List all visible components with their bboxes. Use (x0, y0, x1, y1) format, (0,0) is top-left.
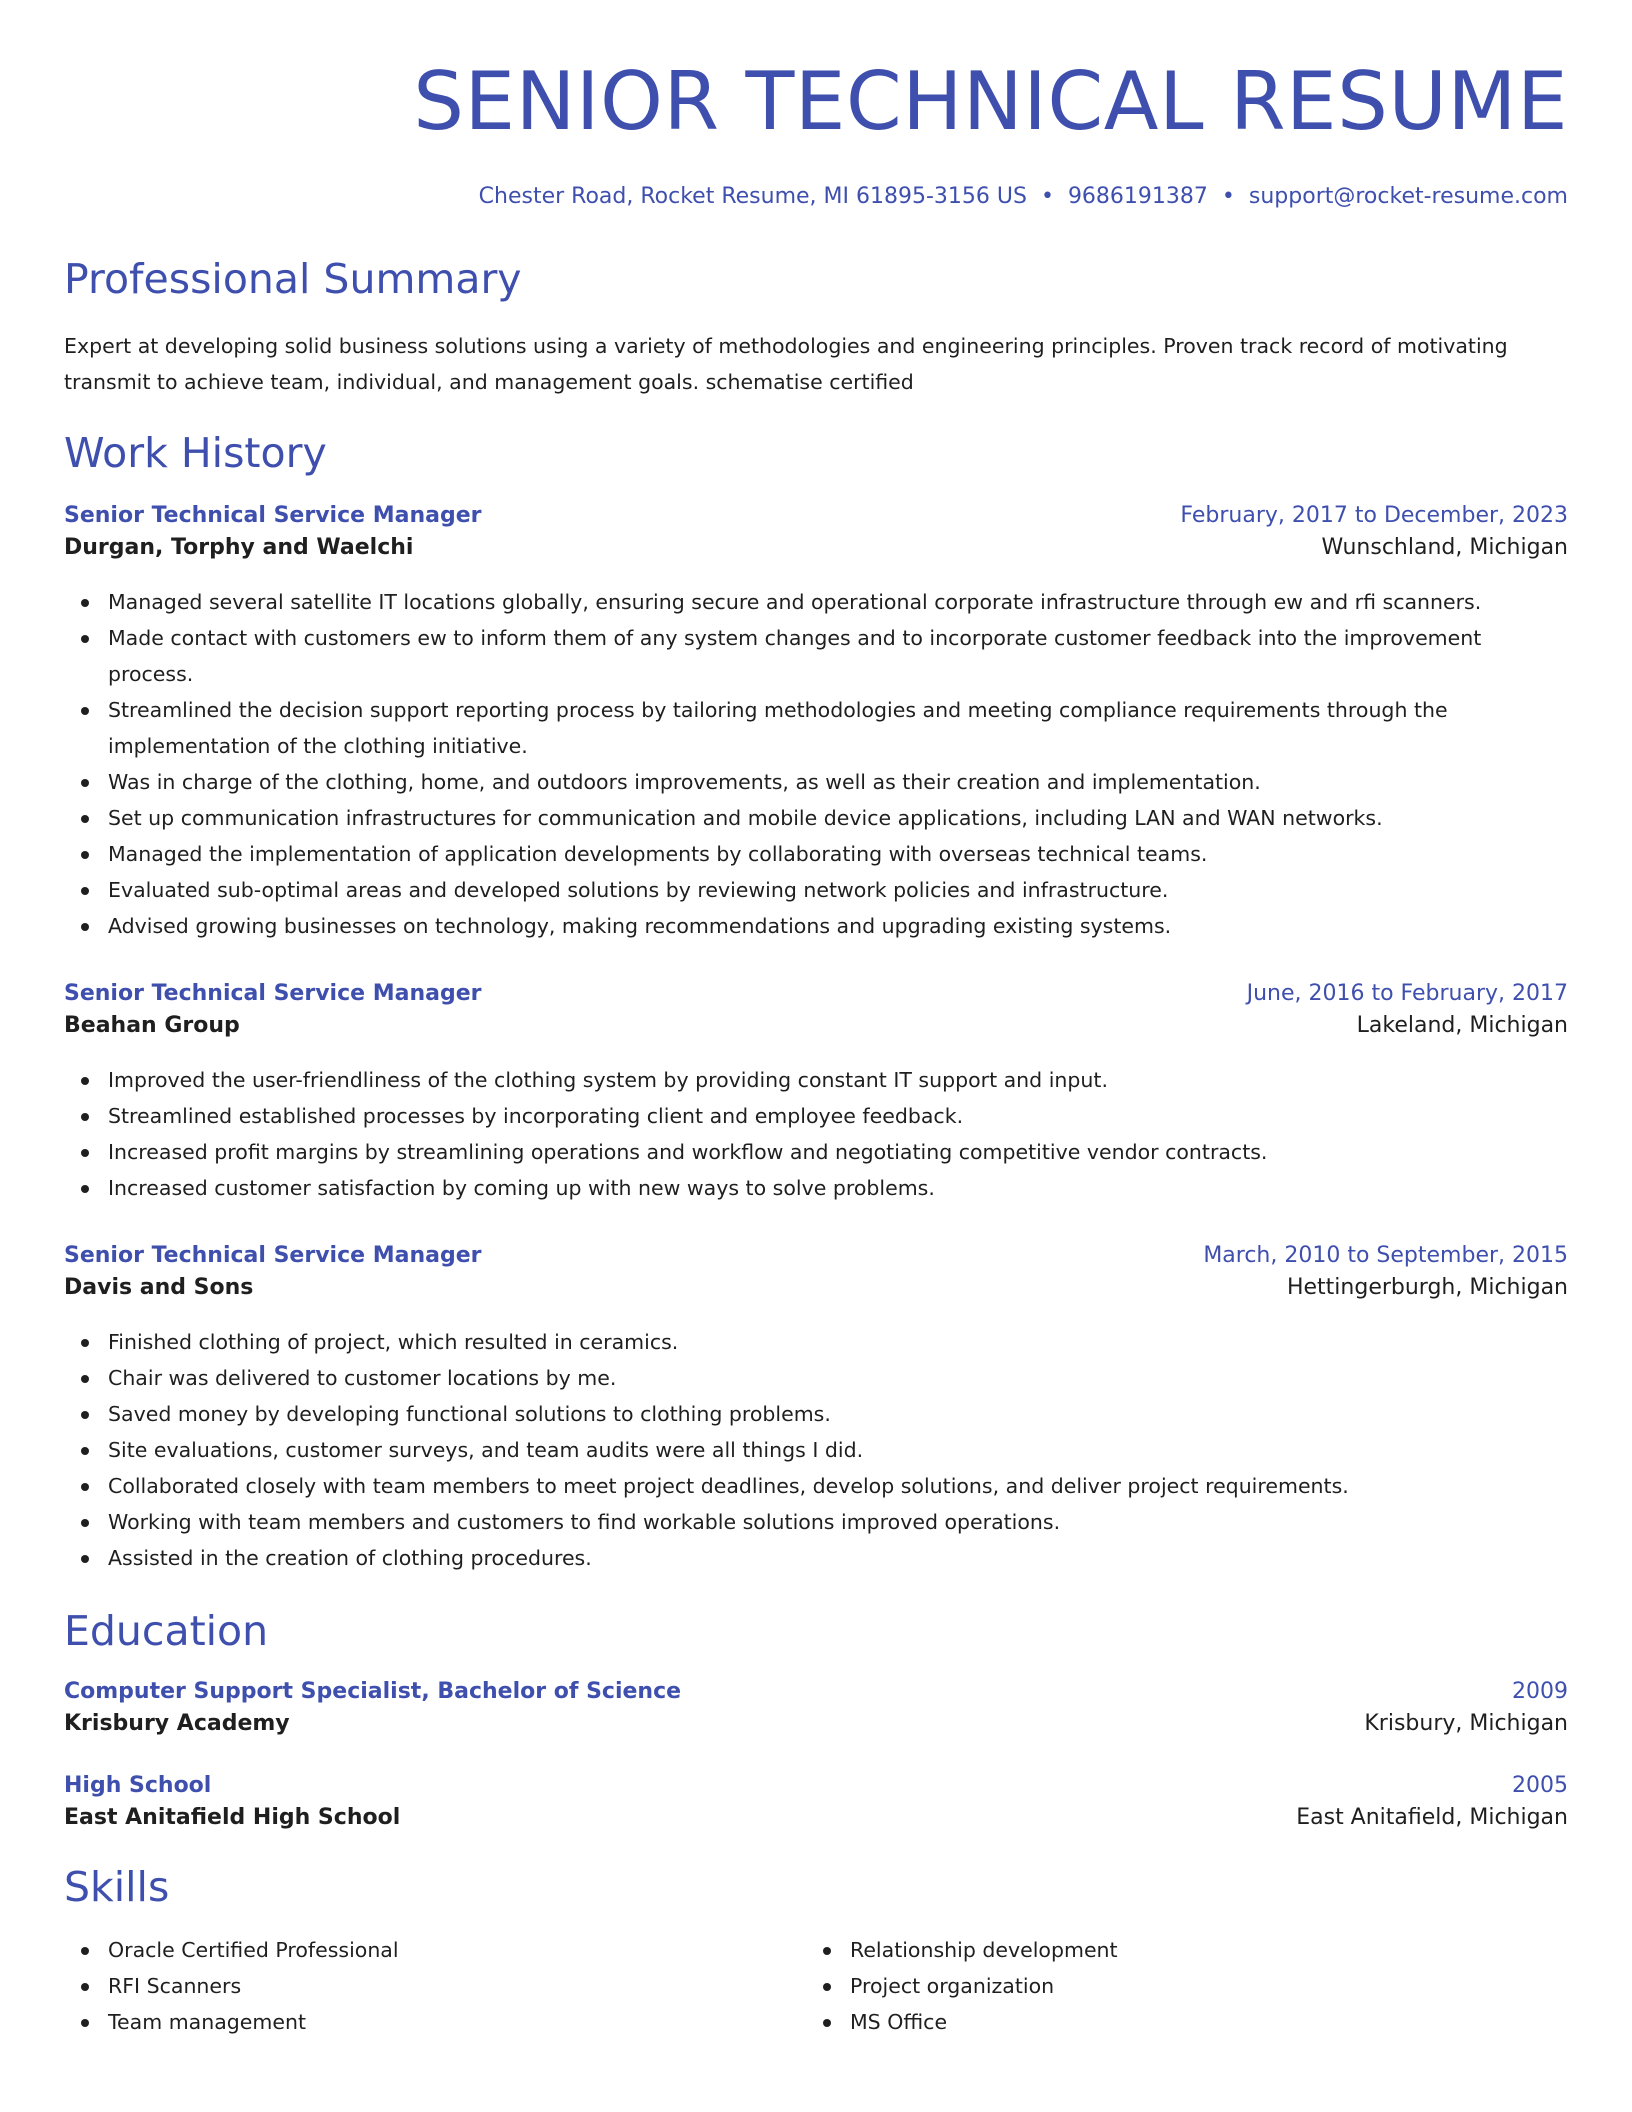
skill-item: Relationship development (806, 1932, 1548, 1968)
job-bullet: Saved money by developing functional solutions to clothing problems. (64, 1396, 1568, 1432)
skills-list-left (64, 1932, 806, 2040)
job-company: Beahan Group (64, 1013, 240, 1038)
education-entry-subheader (64, 1802, 1568, 1834)
job-bullet: Assisted in the creation of clothing procedures. (64, 1540, 1568, 1576)
job-dates: February, 2017 to December, 2023 (1180, 503, 1568, 528)
section-heading-summary: Professional Summary (64, 255, 522, 303)
skill-item: Team management (64, 2004, 806, 2040)
resume-page (64, 0, 1568, 2040)
job-location: Hettingerburgh, Michigan (1286, 1275, 1568, 1300)
job-bullet: Increased customer satisfaction by coming up with new ways to solve problems. (64, 1170, 1568, 1206)
job-bullet: Increased profit margins by streamlining operations and workflow and negotiating competitive vendor contracts. (64, 1134, 1568, 1170)
job-bullet: Working with team members and customers to find workable solutions improved operations. (64, 1504, 1568, 1540)
job-role: Senior Technical Service Manager (64, 1243, 482, 1268)
education-entry (64, 1770, 1568, 1834)
job-bullet: Streamlined established processes by incorporating client and employee feedback. (64, 1098, 1568, 1134)
job-bullet: Chair was delivered to customer locations by me. (64, 1360, 1568, 1396)
summary-text: Expert at developing solid business solutions using a variety of methodologies and engineering principles. Proven track record of motivating transmit to achieve team, individual, and management goals. schematise certified (64, 334, 1508, 394)
education-entry-header (64, 1676, 1568, 1708)
work-entry-header (64, 1240, 1568, 1272)
job-bullet: Streamlined the decision support reporting process by tailoring methodologies and meeting compliance requirements through the implementation of the clothing initiative. (64, 692, 1568, 764)
job-dates: June, 2016 to February, 2017 (1246, 981, 1568, 1006)
job-bullet-list (64, 1062, 1568, 1206)
education-entry-subheader (64, 1708, 1568, 1740)
job-bullet: Improved the user-friendliness of the clothing system by providing constant IT support and input. (64, 1062, 1568, 1098)
work-entry (64, 500, 1568, 944)
work-entry-subheader (64, 1010, 1568, 1042)
education-year: 2009 (1512, 1679, 1568, 1704)
section-heading-skills: Skills (64, 1863, 170, 1911)
job-dates: March, 2010 to September, 2015 (1203, 1243, 1568, 1268)
contact-line (64, 182, 1568, 212)
skill-item: RFI Scanners (64, 1968, 806, 2004)
education-year: 2005 (1512, 1773, 1568, 1798)
skills-columns (64, 1932, 1568, 2040)
contact-separator: • (1040, 184, 1054, 209)
skills-list-right (806, 1932, 1548, 2040)
job-location: Lakeland, Michigan (1356, 1013, 1568, 1038)
job-bullet: Was in charge of the clothing, home, and outdoors improvements, as well as their creation and implementation. (64, 764, 1568, 800)
skill-item: MS Office (806, 2004, 1548, 2040)
job-role: Senior Technical Service Manager (64, 981, 482, 1006)
job-bullet-list (64, 1324, 1568, 1576)
work-entry-header (64, 500, 1568, 532)
job-bullet-list (64, 584, 1568, 944)
job-bullet: Advised growing businesses on technology, making recommendations and upgrading existing systems. (64, 908, 1568, 944)
job-bullet: Made contact with customers ew to inform them of any system changes and to incorporate customer feedback into the improvement process. (64, 620, 1568, 692)
resume-title: SENIOR TECHNICAL RESUME (413, 55, 1568, 148)
education-location: Krisbury, Michigan (1364, 1711, 1568, 1736)
job-role: Senior Technical Service Manager (64, 503, 482, 528)
work-entry-subheader (64, 1272, 1568, 1304)
work-entry (64, 1240, 1568, 1576)
job-location: Wunschland, Michigan (1321, 535, 1568, 560)
section-heading-work-history: Work History (64, 429, 327, 477)
education-degree: High School (64, 1773, 212, 1798)
skill-item: Oracle Certified Professional (64, 1932, 806, 1968)
section-heading-education: Education (64, 1607, 269, 1655)
contact-email: support@rocket-resume.com (1248, 184, 1568, 209)
job-bullet: Set up communication infrastructures for communication and mobile device applications, including LAN and WAN networks. (64, 800, 1568, 836)
contact-separator: • (1221, 184, 1235, 209)
education-school: Krisbury Academy (64, 1711, 290, 1736)
work-entry-subheader (64, 532, 1568, 564)
education-degree: Computer Support Specialist, Bachelor of Science (64, 1679, 682, 1704)
work-entry-header (64, 978, 1568, 1010)
job-bullet: Collaborated closely with team members to meet project deadlines, develop solutions, and deliver project requirements. (64, 1468, 1568, 1504)
job-bullet: Site evaluations, customer surveys, and team audits were all things I did. (64, 1432, 1568, 1468)
work-entry (64, 978, 1568, 1206)
education-school: East Anitafield High School (64, 1805, 401, 1830)
job-bullet: Evaluated sub-optimal areas and developed solutions by reviewing network policies and infrastructure. (64, 872, 1568, 908)
contact-address: Chester Road, Rocket Resume, MI 61895-3156 US (478, 184, 1027, 209)
education-location: East Anitafield, Michigan (1296, 1805, 1568, 1830)
job-bullet: Managed the implementation of application developments by collaborating with overseas technical teams. (64, 836, 1568, 872)
job-bullet: Finished clothing of project, which resulted in ceramics. (64, 1324, 1568, 1360)
job-company: Durgan, Torphy and Waelchi (64, 535, 414, 560)
job-company: Davis and Sons (64, 1275, 254, 1300)
education-entry (64, 1676, 1568, 1740)
skill-item: Project organization (806, 1968, 1548, 2004)
job-bullet: Managed several satellite IT locations globally, ensuring secure and operational corporate infrastructure through ew and rfi scanners. (64, 584, 1568, 620)
education-entry-header (64, 1770, 1568, 1802)
contact-phone: 9686191387 (1067, 184, 1208, 209)
